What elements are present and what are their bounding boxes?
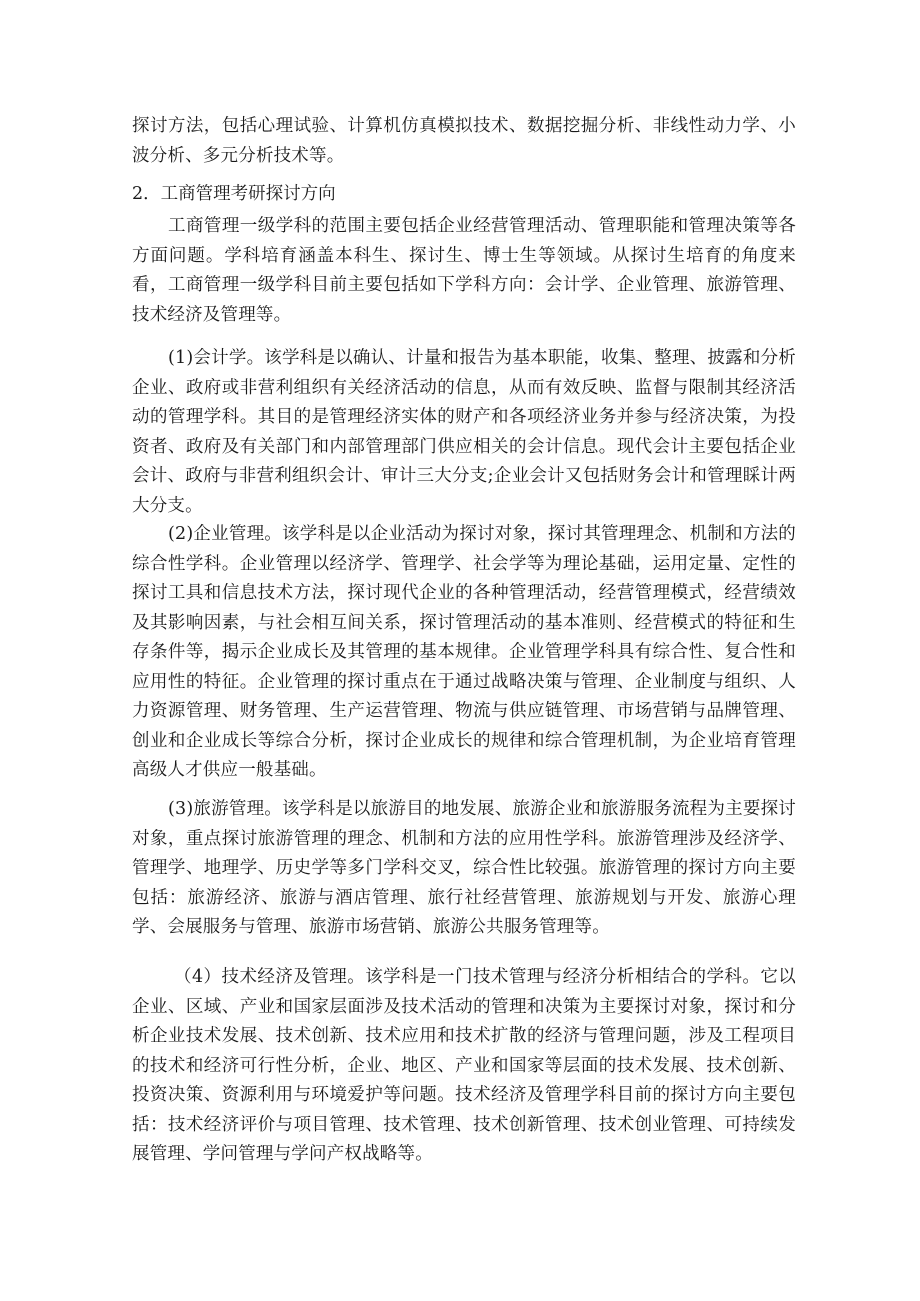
tourism-management-paragraph: (3)旅游管理。该学科是以旅游目的地发展、旅游企业和旅游服务流程为主要探讨对象，重点探讨旅游管理的理念、机制和方法的应用性学科。旅游管理涉及经济学、管理学、地理学、历史学等多门学科交叉，综合性比较强。旅游管理的探讨方向主要包括：旅游经济、旅游与酒店管理、旅行社经营管理、旅游规划与开发、旅游心理学、会展服务与管理、旅游市场营销、旅游公共服务管理等。 [132, 799, 796, 937]
technology-economics-paragraph: （4）技术经济及管理。该学科是一门技术管理与经济分析相结合的学科。它以企业、区域、产业和国家层面涉及技术活动的管理和决策为主要探讨对象，探讨和分析企业技术发展、技术创新、技术应用和技术扩散的经济与管理问题，涉及工程项目的技术和经济可行性分析，企业、地区、产业和国家等层面的技术发展、技术创新、投资决策、资源利用与环境爱护等问题。技术经济及管理学科目前的探讨方向主要包括：技术经济评价与项目管理、技术管理、技术创新管理、技术创业管理、可持续发展管理、学问管理与学问产权战略等。 [132, 967, 796, 1164]
accounting-paragraph: (1)会计学。该学科是以确认、计量和报告为基本职能，收集、整理、披露和分析企业、政府或非营利组织有关经济活动的信息，从而有效反映、监督与限制其经济活动的管理学科。其目的是管理经济实体的财产和各项经济业务并参与经济决策，为投资者、政府及有关部门和内部管理部门供应相关的会计信息。现代会计主要包括企业会计、政府与非营利组织会计、审计三大分支;企业会计又包括财务会计和管理睬计两大分支。 [132, 348, 796, 516]
enterprise-management-paragraph: (2)企业管理。该学科是以企业活动为探讨对象，探讨其管理理念、机制和方法的综合性学科。企业管理以经济学、管理学、社会学等为理论基础，运用定量、定性的探讨工具和信息技术方法，探讨现代企业的各种管理活动，经营管理模式，经营绩效及其影响因素，与社会相互间关系，探讨管理活动的基本准则、经营模式的特征和生存条件等，揭示企业成长及其管理的基本规律。企业管理学科具有综合性、复合性和应用性的特征。企业管理的探讨重点在于通过战略决策与管理、企业制度与组织、人力资源管理、财务管理、生产运营管理、物流与供应链管理、市场营销与品牌管理、创业和企业成长等综合分析，探讨企业成长的规律和综合管理机制，为企业培育管理高级人才供应一般基础。 [132, 524, 796, 780]
section-heading: 2．工商管理考研探讨方向 [132, 184, 336, 204]
continuation-paragraph: 探讨方法，包括心理试验、计算机仿真模拟技术、数据挖掘分析、非线性动力学、小波分析、多元分析技术等。 [132, 116, 796, 166]
intro-paragraph: 工商管理一级学科的范围主要包括企业经营管理活动、管理职能和管理决策等各方面问题。学科培育涵盖本科生、探讨生、博士生等领域。从探讨生培育的角度来看，工商管理一级学科目前主要包括如下学科方向：会计学、企业管理、旅游管理、技术经济及管理等。 [132, 216, 796, 325]
